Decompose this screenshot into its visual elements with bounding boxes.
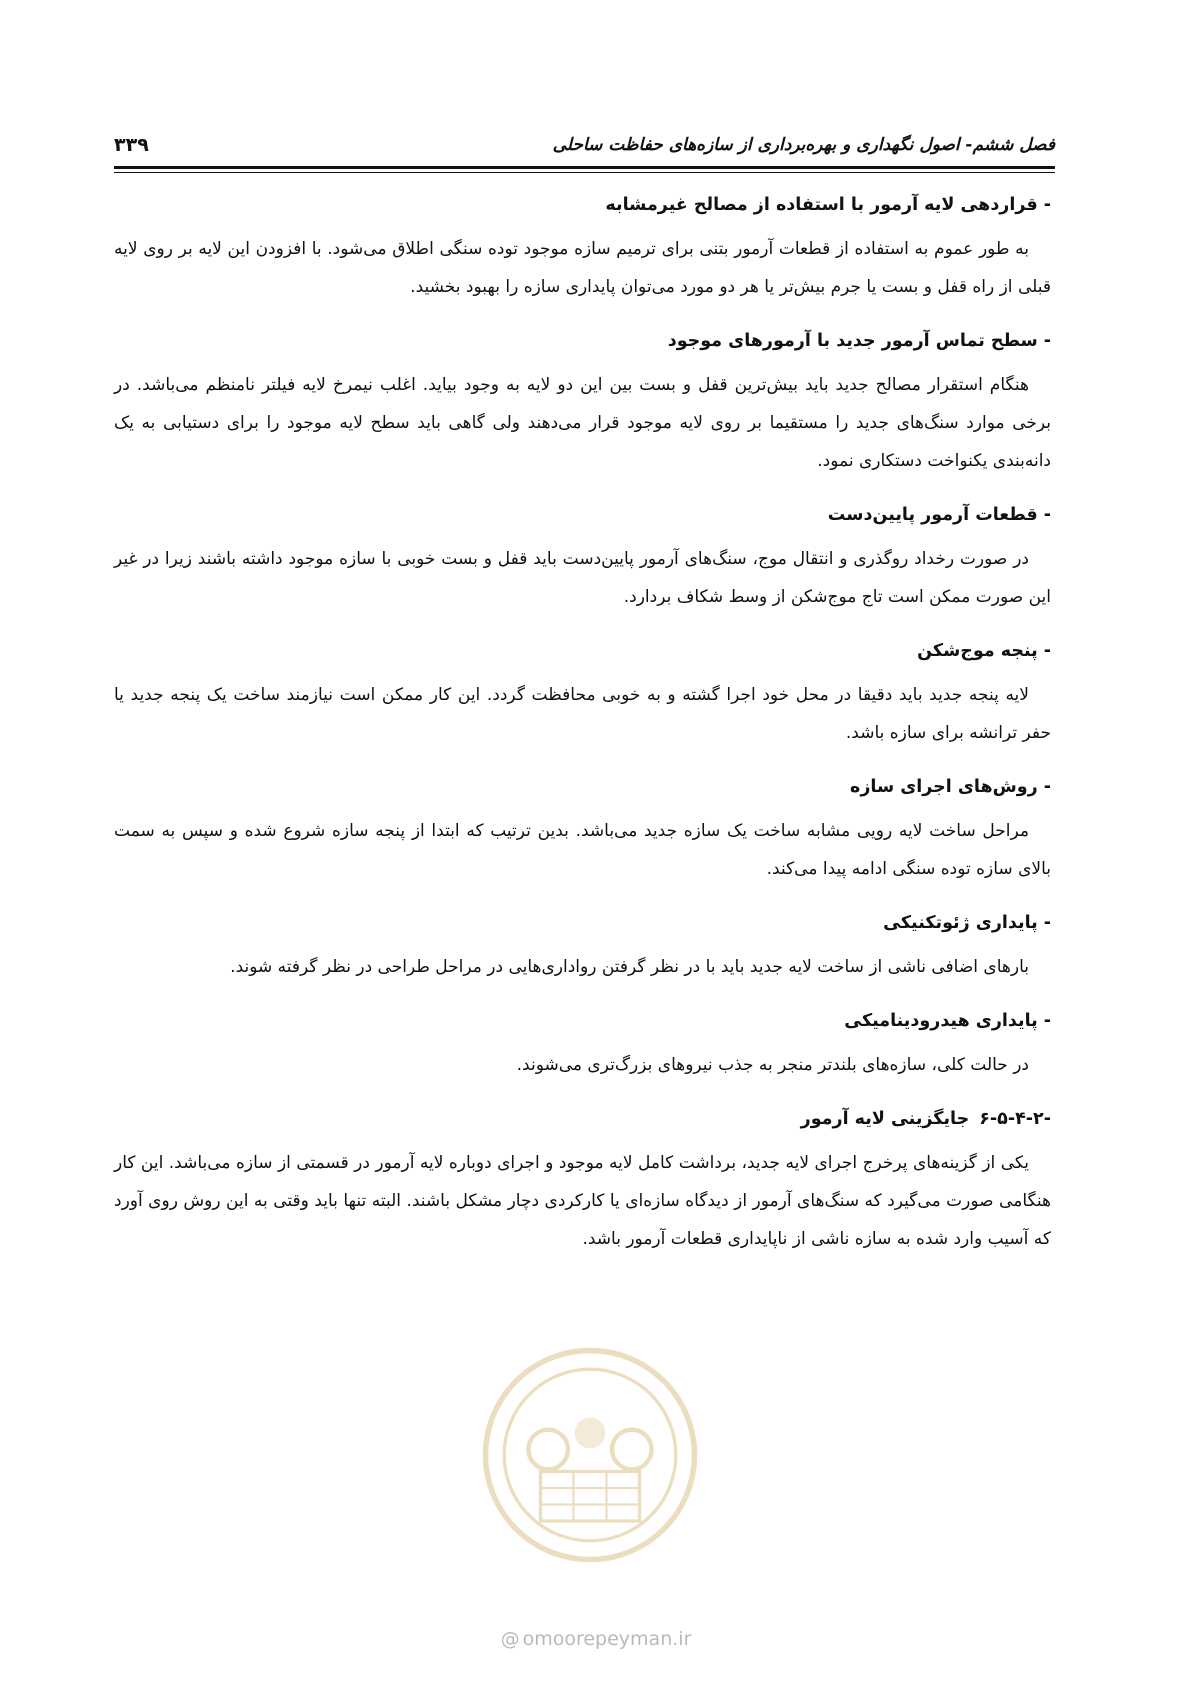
paragraph: هنگام استقرار مصالح جدید باید بیش‌ترین قفل و بست بین این دو لایه به وجود بیاید. اغلب نیمرخ لایه فیلتر نامنظم می‌باشد. در برخی موارد سنگ‌های جدید را مستقیما بر روی لایه موجود قرار می‌دهند ولی گاهی باید سطح لایه موجود را برای دستیابی به یک دانه‌بندی یکنواخت دستکاری نمود. <box>114 375 1051 471</box>
running-header <box>114 128 1055 162</box>
section-heading: -قراردهی لایه آرمور با استفاده از مصالح غیرمشابه <box>605 195 1051 215</box>
section <box>114 768 1051 888</box>
page-number: ۳۳۹ <box>114 134 149 156</box>
section-heading: -پنجه موج‌شکن <box>917 641 1051 661</box>
numbered-heading <box>114 1100 1051 1138</box>
paragraph: به طور عموم به استفاده از قطعات آرمور بتنی برای ترمیم سازه موجود توده سنگی اطلاق می‌شود. با افزودن این لایه بر روی لایه قبلی از راه قفل و بست یا جرم بیش‌تر یا هر دو مورد می‌توان پایداری سازه را بهبود بخشید. <box>114 239 1051 297</box>
section-title: جایگزینی لایه آرمور <box>800 1109 970 1129</box>
paragraph: بارهای اضافی ناشی از ساخت لایه جدید باید با در نظر گرفتن رواداری‌هایی در مراحل طراحی در نظر گرفته شوند. <box>230 957 1029 977</box>
header-rule <box>114 166 1055 169</box>
site-watermark: @ omoorepeyman.ir <box>500 1628 692 1650</box>
paragraph: لایه پنجه جدید باید دقیقا در محل خود اجرا گشته و به خوبی محافظت گردد. این کار ممکن است نیازمند ساخت یک پنجه جدید یا حفر ترانشه برای سازه باشد. <box>114 685 1051 743</box>
seal-watermark-icon <box>480 1345 700 1565</box>
header-rule-thin <box>114 172 1055 173</box>
chapter-title: فصل ششم- اصول نگهداری و بهره‌برداری از سازه‌های حفاظت ساحلی <box>552 135 1055 155</box>
main-content <box>114 186 1051 1274</box>
section <box>114 322 1051 480</box>
section <box>114 186 1051 306</box>
section <box>114 1002 1051 1084</box>
section-heading: -پایداری ژئوتکنیکی <box>883 913 1051 933</box>
paragraph: در حالت کلی، سازه‌های بلندتر منجر به جذب نیروهای بزرگ‌تری می‌شوند. <box>516 1055 1029 1075</box>
section <box>114 904 1051 986</box>
numbered-section <box>114 1100 1051 1258</box>
section <box>114 496 1051 616</box>
section-heading: -روش‌های اجرای سازه <box>849 777 1051 797</box>
section-number: ۶-۵-۴-۲- <box>979 1109 1051 1129</box>
paragraph: مراحل ساخت لایه رویی مشابه ساخت یک سازه جدید می‌باشد. بدین ترتیب که ابتدا از پنجه سازه شروع شده و سپس به سمت بالای سازه توده سنگی ادامه پیدا می‌کند. <box>114 821 1051 879</box>
section <box>114 632 1051 752</box>
paragraph: در صورت رخداد روگذری و انتقال موج، سنگ‌های آرمور پایین‌دست باید قفل و بست خوبی با سازه موجود داشته باشند زیرا در غیر این صورت ممکن است تاج موج‌شکن از وسط شکاف بردارد. <box>114 549 1051 607</box>
at-icon: @ <box>500 1628 520 1650</box>
section-heading: -قطعات آرمور پایین‌دست <box>827 505 1051 525</box>
section-heading: -سطح تماس آرمور جدید با آرمورهای موجود <box>667 331 1051 351</box>
paragraph: یکی از گزینه‌های پرخرج اجرای لایه جدید، برداشت کامل لایه موجود و اجرای دوباره لایه آرمور در قسمتی از سازه می‌باشد. این کار هنگامی صورت می‌گیرد که سنگ‌های آرمور از دیدگاه سازه‌ای یا کارکردی دچار مشکل باشند. البته تنها باید وقتی به این روش روی آورد که آسیب وارد شده به سازه ناشی از ناپایداری قطعات آرمور باشد. <box>114 1153 1051 1249</box>
section-heading: -پایداری هیدرودینامیکی <box>844 1011 1051 1031</box>
